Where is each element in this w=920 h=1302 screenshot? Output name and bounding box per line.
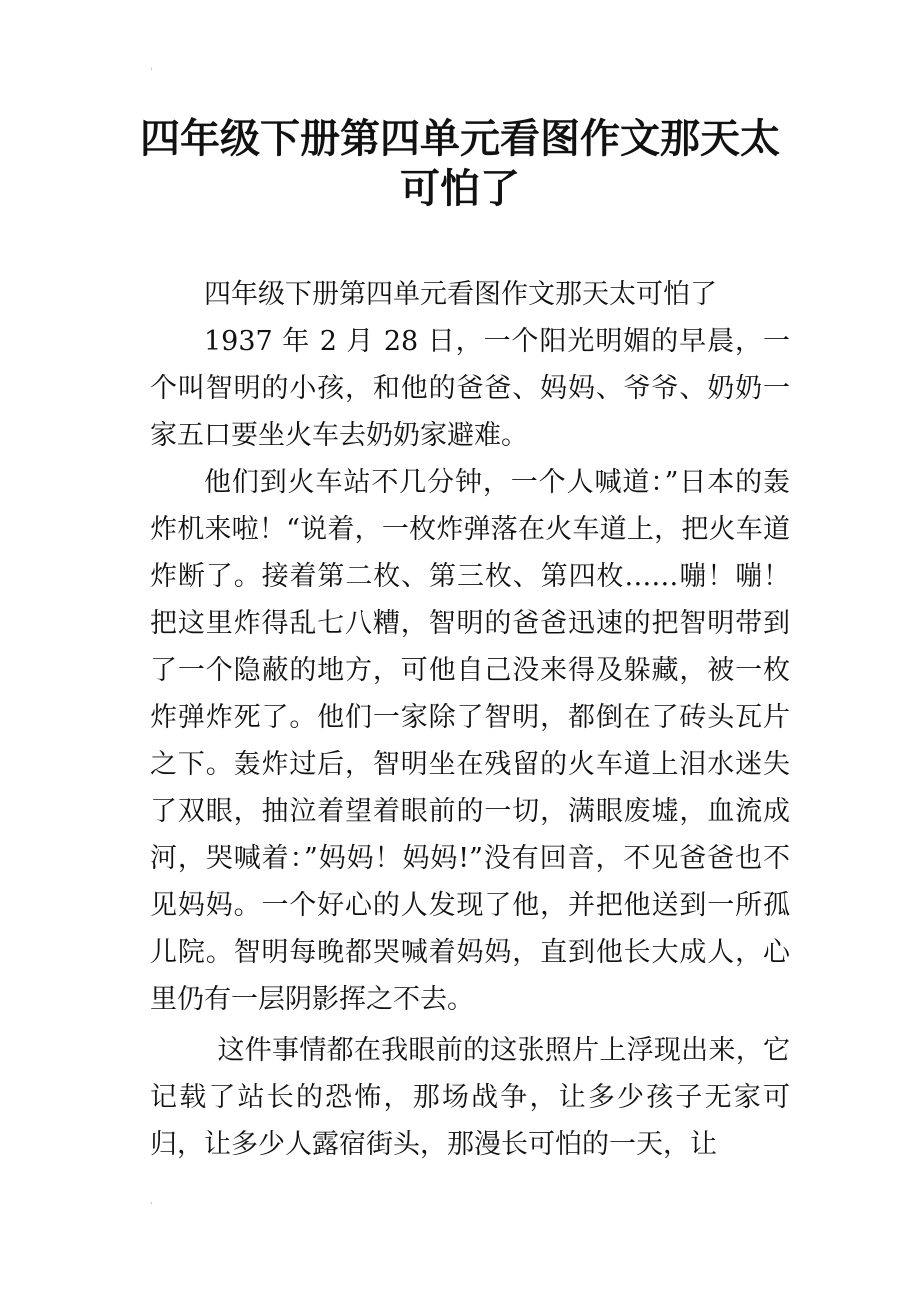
document-title: [120, 114, 800, 214]
corner-mark-icon: ,: [150, 1195, 154, 1206]
corner-mark-icon: ': [150, 67, 153, 78]
title-line-1: 四年级下册第四单元看图作文那天太: [140, 116, 780, 162]
document-body: [150, 271, 790, 1168]
paragraph: 四年级下册第四单元看图作文那天太可怕了: [204, 279, 717, 310]
title-line-2: 可怕了: [400, 166, 520, 212]
paragraph: 他们到火车站不几分钟，一个人喊道：”日本的轰炸机来啦！“说着，一枚炸弹落在火车道上，把火车道炸断了。接着第二枚、第三枚、第四枚……嘣！嘣！把这里炸得乱七八糟，智明的爸爸迅速的把智明带到了一个隐蔽的地方，可他自己没来得及躲藏，被一枚炸弹炸死了。他们一家除了智明，都倒在了砖头瓦片之下。轰炸过后，智明坐在残留的火车道上泪水迷失了双眼，抽泣着望着眼前的一切，满眼废墟，血流成河，哭喊着：”妈妈！妈妈!”没有回音，不见爸爸也不见妈妈。一个好心的人发现了他，并把他送到一所孤儿院。智明每晚都哭喊着妈妈，直到他长大成人，心里仍有一层阴影挥之不去。: [150, 467, 790, 1015]
paragraph: 1937 年 2 月 28 日，一个阳光明媚的早晨，一个叫智明的小孩，和他的爸爸、妈妈、爷爷、奶奶一家五口要坐火车去奶奶家避难。: [150, 326, 790, 451]
paragraph: 这件事情都在我眼前的这张照片上浮现出来，它记载了站长的恐怖，那场战争，让多少孩子无家可归，让多少人露宿街头，那漫长可怕的一天，让: [150, 1035, 790, 1160]
